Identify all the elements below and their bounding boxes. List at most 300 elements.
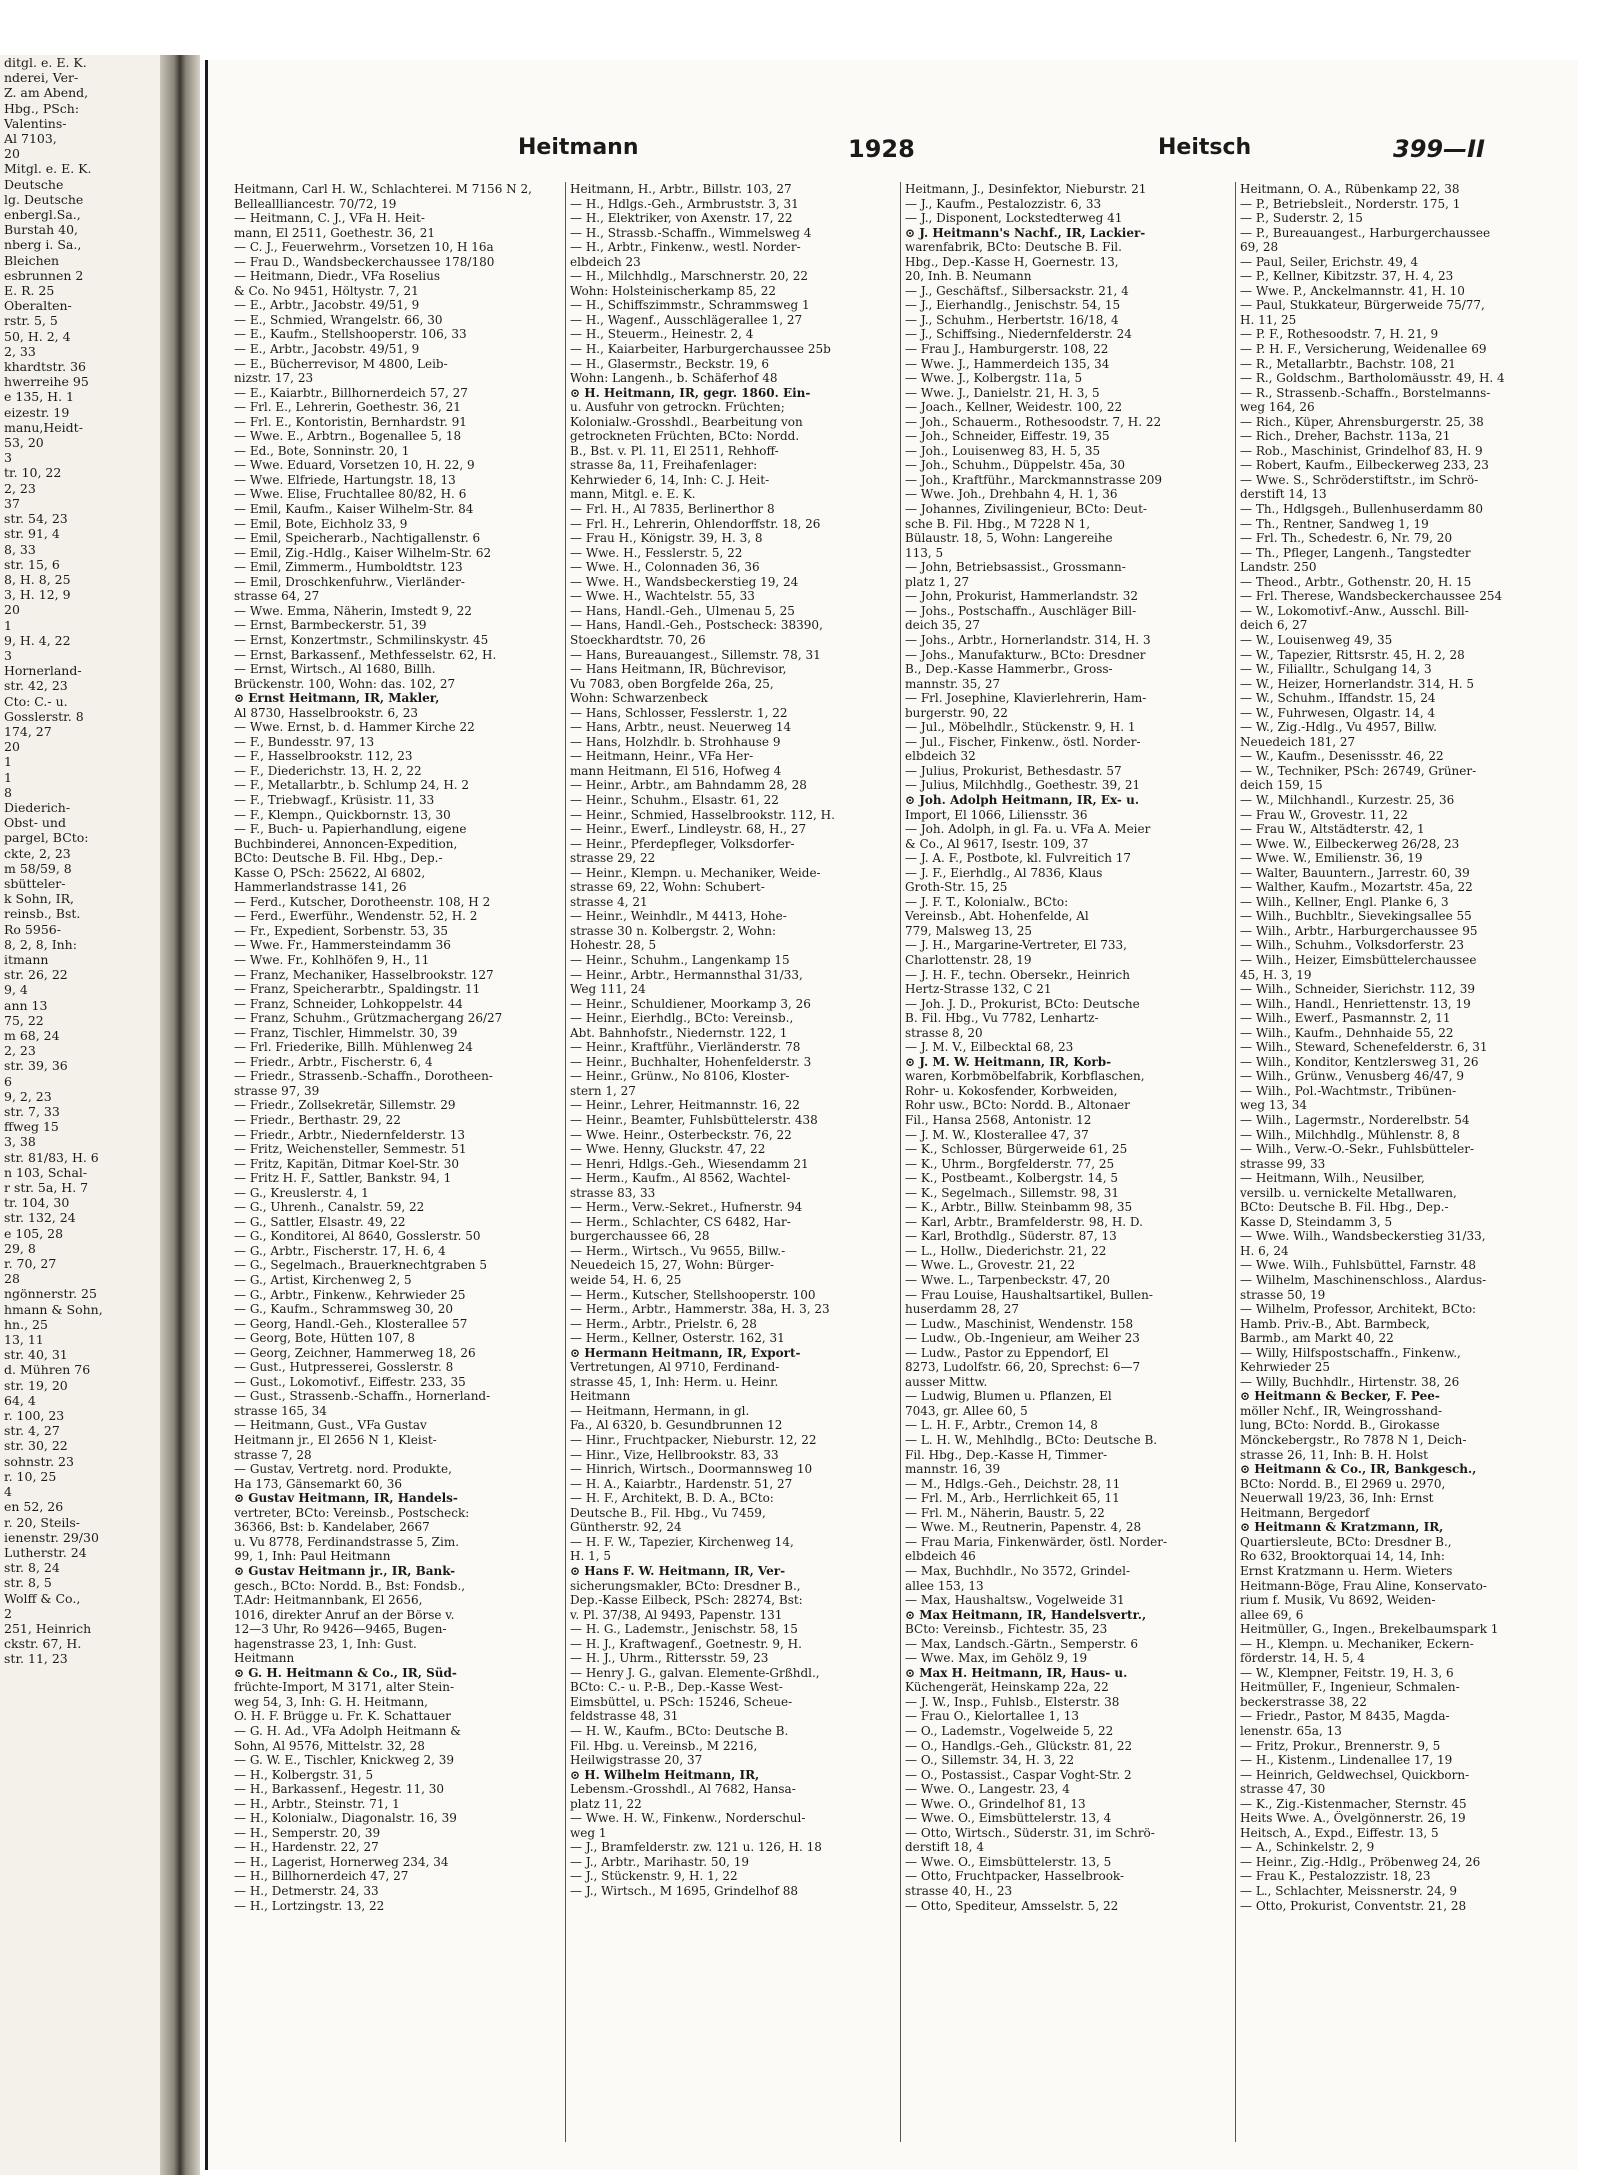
directory-entry-line: — G., Segelmach., Brauerknechtgraben 5	[234, 1258, 487, 1273]
directory-entry-line: — P., Bureauangest., Harburgerchaussee	[1240, 225, 1491, 240]
left-page-line: str. 4, 27	[4, 1423, 60, 1439]
directory-entry-line: weg 54, 3, Inh: G. H. Heitmann,	[234, 1694, 428, 1709]
left-page-line: 1	[4, 769, 12, 785]
directory-entry-line: — G., Sattler, Elsastr. 49, 22	[234, 1214, 406, 1229]
directory-entry-line: — J., Geschäftsf., Silbersackstr. 21, 4	[905, 283, 1129, 298]
directory-entry-line: — Johs., Manufakturw., BCto: Dresdner	[905, 647, 1146, 662]
directory-entry-line: — Heinrich, Geldwechsel, Quickborn-	[1240, 1767, 1470, 1782]
left-page-line: 8, 33	[4, 541, 36, 557]
directory-entry-line: — Ernst, Wirtsch., Al 1680, Billh.	[234, 662, 436, 677]
directory-entry-line: — E., Kaiarbtr., Billhornerdeich 57, 27	[234, 385, 468, 400]
left-page-line: 9, H. 4, 22	[4, 632, 71, 648]
running-head-right: Heitsch	[1158, 135, 1252, 160]
directory-entry-line: möller Nchf., IR, Weingrosshand-	[1240, 1403, 1443, 1418]
directory-entry-line: — Frau W., Grovestr. 11, 22	[1240, 807, 1408, 822]
left-page-line: ngönnerstr. 25	[4, 1286, 97, 1302]
directory-entry-line: — P. F., Rothesoodstr. 7, H. 21, 9	[1240, 327, 1439, 342]
directory-entry-line: getrockneten Früchten, BCto: Nordd.	[570, 429, 800, 444]
left-page-line: sbütteler-	[4, 875, 66, 891]
directory-column-4	[1235, 182, 1558, 2142]
directory-entry-line: — Emil, Speicherarb., Nachtigallenstr. 6	[234, 531, 481, 546]
directory-entry-line: — Frau Louise, Haushaltsartikel, Bullen-	[905, 1287, 1153, 1302]
directory-entry-line: — Heinr., Lehrer, Heitmannstr. 16, 22	[570, 1098, 800, 1113]
left-page-line: str. 7, 33	[4, 1104, 60, 1120]
directory-entry-line: — Herm., Wirtsch., Vu 9655, Billw.-	[570, 1243, 786, 1258]
directory-entry-line: — H. G., Lademstr., Jenischstr. 58, 15	[570, 1622, 798, 1637]
left-page-line: tr. 10, 22	[4, 465, 62, 481]
directory-entry-line: — J. M. V., Eilbecktal 68, 23	[905, 1040, 1074, 1055]
directory-entry-line: — H., Detmerstr. 24, 33	[234, 1883, 379, 1898]
directory-entry-line: — O., Postassist., Caspar Voght-Str. 2	[905, 1767, 1132, 1782]
directory-entry-line: — Heinr., Klempn. u. Mechaniker, Weide-	[570, 865, 821, 880]
book-spine	[160, 55, 200, 2175]
left-page-line: 2, 23	[4, 480, 36, 496]
directory-entry-line: — Heinr., Schuhm., Elsastr. 61, 22	[570, 792, 779, 807]
directory-entry-line: allee 153, 13	[905, 1578, 984, 1593]
directory-entry-line: 8273, Ludolfstr. 66, 20, Sprechst: 6—7	[905, 1360, 1141, 1375]
directory-entry-line: — M., Hdlgs.-Geh., Deichstr. 28, 11	[905, 1476, 1121, 1491]
directory-entry-line: — Wilhelm, Maschinenschloss., Alardus-	[1240, 1273, 1487, 1288]
page-number: 399—II	[1393, 135, 1485, 163]
directory-entry-line: strasse 83, 33	[570, 1185, 656, 1200]
directory-entry-line: — Heinr., Grünw., No 8106, Kloster-	[570, 1069, 790, 1084]
directory-entry-line: — G. W. E., Tischler, Knickweg 2, 39	[234, 1753, 455, 1768]
left-page-line: 174, 27	[4, 723, 52, 739]
directory-entry-line: — H., Strassb.-Schaffn., Wimmelsweg 4	[570, 225, 812, 240]
left-page-line: rstr. 5, 5	[4, 313, 58, 329]
left-page-line: d. Mühren 76	[4, 1362, 91, 1378]
directory-entry-line: — H., Steuerm., Heinestr. 2, 4	[570, 327, 754, 342]
directory-entry-line: — Gust., Strassenb.-Schaffn., Hornerland-	[234, 1389, 491, 1404]
left-page-line: 50, H. 2, 4	[4, 328, 71, 344]
directory-entry-line: — J., Kaufm., Pestalozzistr. 6, 33	[905, 196, 1102, 211]
directory-entry-line: — Joach., Kellner, Weidestr. 100, 22	[905, 400, 1123, 415]
directory-entry-line: — H., Kolbergstr. 31, 5	[234, 1767, 374, 1782]
directory-entry-line: — Wilh., Verw.-O.-Sekr., Fuhlsbütteler-	[1240, 1142, 1475, 1157]
directory-entry-line: — J. W., Insp., Fuhlsb., Elsterstr. 38	[905, 1694, 1120, 1709]
left-page-line: n 103, Schal-	[4, 1164, 88, 1180]
directory-entry-line: 45, H. 3, 19	[1240, 967, 1312, 982]
left-page-line: 8	[4, 784, 12, 800]
directory-entry-line: — Ferd., Ewerführ., Wendenstr. 52, H. 2	[234, 909, 478, 924]
directory-entry-line: — Fritz, Kapitän, Ditmar Koel-Str. 30	[234, 1156, 460, 1171]
directory-entry-line: — Heinr., Eierhdlg., BCto: Vereinsb.,	[570, 1011, 794, 1026]
directory-entry-line: — H. J., Uhrm., Rittersstr. 59, 23	[570, 1651, 769, 1666]
directory-entry-line: — Wilh., Kellner, Engl. Planke 6, 3	[1240, 894, 1449, 909]
left-page-line: r. 100, 23	[4, 1408, 65, 1424]
directory-entry-line: BCto: Nordd. B., El 2969 u. 2970,	[1240, 1476, 1446, 1491]
directory-entry-line: — Emil, Bote, Eichholz 33, 9	[234, 516, 408, 531]
directory-entry-line: Fil. Hbg. u. Vereinsb., M 2216,	[570, 1738, 758, 1753]
directory-entry-line: mann, El 2511, Goethestr. 36, 21	[234, 225, 435, 240]
directory-entry-line: — P. H. F., Versicherung, Weidenallee 69	[1240, 342, 1487, 357]
left-page-line: 29, 8	[4, 1240, 36, 1256]
left-page-line: 64, 4	[4, 1392, 36, 1408]
directory-entry-line: Heitmann, H., Arbtr., Billstr. 103, 27	[570, 182, 792, 196]
directory-entry-line: Heitmann, Bergedorf	[1240, 1505, 1370, 1520]
directory-entry-line: — Joh. J. D., Prokurist, BCto: Deutsche	[905, 996, 1140, 1011]
directory-entry-line: Mönckebergstr., Ro 7878 N 1, Deich-	[1240, 1433, 1467, 1448]
left-page-line: Lutherstr. 24	[4, 1544, 87, 1560]
directory-entry-line: — Fr., Expedient, Sorbenstr. 53, 35	[234, 923, 449, 938]
directory-entry-line: — Johs., Postschaffn., Auschläger Bill-	[905, 603, 1137, 618]
left-page-line: 28	[4, 1271, 20, 1287]
directory-entry-line: u. Ausfuhr von getrockn. Früchten;	[570, 400, 785, 415]
directory-entry-line: ⊙ Max Heitmann, IR, Handelsvertr.,	[905, 1607, 1147, 1622]
directory-entry-line: deich 6, 27	[1240, 618, 1308, 633]
directory-entry-line: — Karl, Arbtr., Bramfelderstr. 98, H. D.	[905, 1214, 1143, 1229]
directory-entry-line: H. 6, 24	[1240, 1243, 1289, 1258]
left-page-line: str. 132, 24	[4, 1210, 76, 1226]
directory-entry-line: 20, Inh. B. Neumann	[905, 269, 1032, 284]
directory-entry-line: — G., Arbtr., Finkenw., Kehrwieder 25	[234, 1287, 466, 1302]
directory-entry-line: — Wwe. H., Colonnaden 36, 36	[570, 560, 760, 575]
directory-entry-line: Kehrwieder 6, 14, Inh: C. J. Heit-	[570, 472, 770, 487]
left-page-line: 3	[4, 647, 12, 663]
left-page-line: ffweg 15	[4, 1119, 59, 1135]
directory-entry-line: Küchengerät, Heinskamp 22a, 22	[905, 1680, 1109, 1695]
left-page-line: ienenstr. 29/30	[4, 1529, 99, 1545]
directory-entry-line: — Ernst, Barkassenf., Methfesselstr. 62, H.	[234, 647, 497, 662]
directory-entry-line: — Wwe. Fr., Kohlhöfen 9, H., 11	[234, 952, 430, 967]
directory-entry-line: — W., Zig.-Hdlg., Vu 4957, Billw.	[1240, 720, 1437, 735]
directory-entry-line: — Heitmann, C. J., VFa H. Heit-	[234, 211, 425, 226]
directory-entry-line: Hamb. Priv.-B., Abt. Barmbeck,	[1240, 1316, 1430, 1331]
directory-entry-line: — J., Schuhm., Herbertstr. 16/18, 4	[905, 312, 1119, 327]
directory-entry-line: — Wwe. H., Fesslerstr. 5, 22	[570, 545, 743, 560]
directory-entry-line: — H., Kolonialw., Diagonalstr. 16, 39	[234, 1811, 457, 1826]
left-page-line: khardtstr. 36	[4, 359, 86, 375]
left-page-line: str. 40, 31	[4, 1347, 68, 1363]
directory-entry-line: Wohn: Schwarzenbeck	[570, 691, 708, 706]
directory-entry-line: strasse 7, 28	[234, 1447, 312, 1462]
directory-entry-line: — Robert, Kaufm., Eilbeckerweg 233, 23	[1240, 458, 1489, 473]
directory-entry-line: — Wwe. P., Anckelmannstr. 41, H. 10	[1240, 283, 1465, 298]
directory-entry-line: — Frl. H., Al 7835, Berlinerthor 8	[570, 502, 775, 517]
directory-entry-line: — Wilh., Schneider, Sierichstr. 112, 39	[1240, 982, 1475, 997]
directory-entry-line: — Wwe. E., Arbtrn., Bogenallee 5, 18	[234, 429, 462, 444]
directory-entry-line: — Wilh., Steward, Schenefelderstr. 6, 31	[1240, 1040, 1488, 1055]
directory-entry-line: — P., Kellner, Kibitzstr. 37, H. 4, 23	[1240, 269, 1454, 284]
directory-entry-line: vertreter, BCto: Vereinsb., Postscheck:	[234, 1505, 470, 1520]
directory-entry-line: — J. A. F., Postbote, kl. Fulvreitich 17	[905, 851, 1132, 866]
directory-entry-line: Dep.-Kasse Eilbeck, PSch: 28274, Bst:	[570, 1593, 803, 1608]
left-page-line: m 68, 24	[4, 1028, 60, 1043]
directory-entry-line: früchte-Import, M 3171, alter Stein-	[234, 1680, 455, 1695]
left-page-line: Hbg., PSch:	[4, 100, 80, 116]
directory-entry-line: — F., Buch- u. Papierhandlung, eigene	[234, 822, 467, 837]
directory-entry-line: Buchbinderei, Annoncen-Expedition,	[234, 836, 458, 851]
directory-entry-line: Groth-Str. 15, 25	[905, 880, 1008, 895]
directory-entry-line: elbdeich 46	[905, 1549, 976, 1564]
directory-entry-line: strasse 99, 33	[1240, 1156, 1326, 1171]
directory-entry-line: — Frau W., Altstädterstr. 42, 1	[1240, 822, 1425, 837]
left-page-line: nderei, Ver-	[4, 70, 79, 86]
directory-entry-line: — Ernst, Barmbeckerstr. 51, 39	[234, 618, 427, 633]
directory-entry-line: — W., Klempner, Feitstr. 19, H. 3, 6	[1240, 1665, 1454, 1680]
directory-entry-line: ⊙ H. Heitmann, IR, gegr. 1860. Ein-	[570, 385, 811, 400]
directory-entry-line: Rohr usw., BCto: Nordd. B., Altonaer	[905, 1098, 1130, 1113]
directory-entry-line: — Frau O., Kielortallee 1, 13	[905, 1709, 1080, 1724]
directory-entry-line: Fa., Al 6320, b. Gesundbrunnen 12	[570, 1418, 783, 1433]
directory-entry-line: — E., Schmied, Wrangelstr. 66, 30	[234, 312, 443, 327]
directory-entry-line: — Wwe. O., Langestr. 23, 4	[905, 1782, 1070, 1797]
directory-entry-line: Ha 173, Gänsemarkt 60, 36	[234, 1476, 403, 1491]
left-page-line: Al 7103,	[4, 131, 57, 147]
directory-entry-line: Heitmüller, F., Ingenieur, Schmalen-	[1240, 1680, 1460, 1695]
directory-entry-line: ⊙ Heitmann & Co., IR, Bankgesch.,	[1240, 1462, 1477, 1477]
directory-entry-line: — R., Metallarbtr., Bachstr. 108, 21	[1240, 356, 1456, 371]
directory-entry-line: — W., Heizer, Hornerlandstr. 314, H. 5	[1240, 676, 1475, 691]
directory-entry-line: — Frl. M., Arb., Herrlichkeit 65, 11	[905, 1491, 1120, 1506]
directory-entry-line: — G. H. Ad., VFa Adolph Heitmann &	[234, 1723, 461, 1738]
directory-entry-line: — H., Billhornerdeich 47, 27	[234, 1869, 409, 1884]
directory-entry-line: — Otto, Fruchtpacker, Hasselbrook-	[905, 1869, 1125, 1884]
directory-entry-line: — H., Lortzingstr. 13, 22	[234, 1898, 385, 1913]
directory-entry-line: — J., Eierhandlg., Jenischstr. 54, 15	[905, 298, 1121, 313]
left-page-line: str. 91, 4	[4, 526, 60, 542]
directory-entry-line: — Henry J. G., galvan. Elemente-Grßhdl.,	[570, 1665, 820, 1680]
left-page-line: Valentins-	[4, 115, 67, 131]
directory-entry-line: Deutsche B., Fil. Hbg., Vu 7459,	[570, 1505, 766, 1520]
left-page-line: str. 8, 24	[4, 1560, 60, 1576]
directory-entry-line: — Ludwig, Blumen u. Pflanzen, El	[905, 1389, 1112, 1404]
directory-entry-line: ⊙ H. Wilhelm Heitmann, IR,	[570, 1767, 760, 1782]
directory-entry-line: — Wwe. J., Kolbergstr. 11a, 5	[905, 371, 1083, 386]
directory-entry-line: — Frau D., Wandsbeckerchaussee 178/180	[234, 254, 495, 269]
left-page-line: r. 70, 27	[4, 1256, 57, 1272]
directory-entry-line: — Heinr., Arbtr., Hermannsthal 31/33,	[570, 967, 803, 982]
directory-entry-line: — Fritz, Prokur., Brennerstr. 9, 5	[1240, 1738, 1441, 1753]
directory-entry-line: — Friedr., Arbtr., Fischerstr. 6, 4	[234, 1054, 433, 1069]
directory-entry-line: — Fritz, Weichensteller, Semmestr. 51	[234, 1142, 467, 1157]
directory-entry-line: — Heinr., Weinhdlr., M 4413, Hohe-	[570, 909, 787, 924]
directory-entry-line: — Hans, Handl.-Geh., Postscheck: 38390,	[570, 618, 823, 633]
directory-entry-line: — L., Hollw., Diederichstr. 21, 22	[905, 1243, 1107, 1258]
directory-entry-line: elbdeich 32	[905, 749, 976, 764]
left-page-line: 2	[4, 1605, 12, 1621]
directory-entry-line: — C. J., Feuerwehrm., Vorsetzen 10, H 16a	[234, 240, 494, 255]
left-page-line: Deutsche	[4, 176, 64, 192]
left-page-line: Hornerland-	[4, 663, 82, 679]
directory-entry-line: — Emil, Zig.-Hdlg., Kaiser Wilhelm-Str. 62	[234, 545, 492, 560]
directory-entry-line: elbdeich 23	[570, 254, 641, 269]
directory-entry-line: — Wwe. J., Hammerdeich 135, 34	[905, 356, 1110, 371]
left-page-line: m 58/59, 8	[4, 860, 72, 876]
directory-entry-line: — H., Kaiarbeiter, Harburgerchaussee 25b	[570, 342, 831, 357]
directory-column-2	[565, 182, 888, 2142]
directory-entry-line: Abt. Bahnhofstr., Niedernstr. 122, 1	[570, 1025, 788, 1040]
directory-entry-line: Hammerlandstrasse 141, 26	[234, 880, 407, 895]
left-page-line: enbergl.Sa.,	[4, 207, 81, 223]
directory-entry-line: — Heinr., Schuldiener, Moorkamp 3, 26	[570, 996, 811, 1011]
left-page-line: hn., 25	[4, 1316, 48, 1332]
left-page-line: 20	[4, 602, 20, 618]
directory-entry-line: — Hinr., Fruchtpacker, Nieburstr. 12, 22	[570, 1433, 817, 1448]
directory-entry-line: — E., Bücherrevisor, M 4800, Leib-	[234, 356, 448, 371]
directory-entry-line: — Wwe. L., Tarpenbeckstr. 47, 20	[905, 1273, 1111, 1288]
directory-entry-line: Neuerwall 19/23, 36, Inh: Ernst	[1240, 1491, 1434, 1506]
directory-entry-line: warenfabrik, BCto: Deutsche B. Fil.	[905, 240, 1122, 255]
directory-entry-line: — Emil, Kaufm., Kaiser Wilhelm-Str. 84	[234, 502, 474, 517]
directory-entry-line: 69, 28	[1240, 240, 1279, 255]
directory-entry-line: — H., Semperstr. 20, 39	[234, 1825, 381, 1840]
directory-entry-line: — Heinr., Schmied, Hasselbrookstr. 112, H.	[570, 807, 835, 822]
directory-entry-line: Kehrwieder 25	[1240, 1360, 1331, 1375]
directory-entry-line: — Joh. Adolph, in gl. Fa. u. VFa A. Meier	[905, 822, 1151, 837]
directory-entry-line: — Henri, Hdlgs.-Geh., Wiesendamm 21	[570, 1156, 809, 1171]
directory-entry-line: — Wwe. Ernst, b. d. Hammer Kirche 22	[234, 720, 475, 735]
directory-entry-line: Heits Wwe. A., Övelgönnerstr. 26, 19	[1240, 1811, 1466, 1826]
directory-entry-line: — Rich., Küper, Ahrensburgerstr. 25, 38	[1240, 414, 1484, 429]
directory-entry-line: — Wilh., Konditor, Kentzlersweg 31, 26	[1240, 1054, 1479, 1069]
left-page-line: en 52, 26	[4, 1499, 64, 1515]
directory-entry-line: — H., Kistenm., Lindenallee 17, 19	[1240, 1753, 1453, 1768]
directory-entry-line: — Franz, Schuhm., Grützmachergang 26/27	[234, 1011, 503, 1026]
directory-entry-line: Heitmann, O. A., Rübenkamp 22, 38	[1240, 182, 1460, 196]
directory-entry-line: Neuedeich 15, 27, Wohn: Bürger-	[570, 1258, 775, 1273]
directory-entry-line: — O., Handlgs.-Geh., Glückstr. 81, 22	[905, 1738, 1133, 1753]
directory-entry-line: — Frl. H., Lehrerin, Ohlendorffstr. 18, 26	[570, 516, 821, 531]
directory-entry-line: — Emil, Droschkenfuhrw., Vierländer-	[234, 574, 465, 589]
directory-entry-line: — Jul., Fischer, Finkenw., östl. Norder-	[905, 734, 1141, 749]
directory-entry-line: — Ernst, Konzertmstr., Schmilinskystr. 45	[234, 632, 489, 647]
directory-entry-line: burgerchaussee 66, 28	[570, 1229, 710, 1244]
directory-entry-line: — H. A., Kaiarbtr., Hardenstr. 51, 27	[570, 1476, 793, 1491]
directory-entry-line: — Wwe. W., Emilienstr. 36, 19	[1240, 851, 1423, 866]
directory-entry-line: Weg 111, 24	[570, 982, 646, 997]
directory-entry-line: — H., Klempn. u. Mechaniker, Eckern-	[1240, 1636, 1474, 1651]
directory-entry-line: — Wwe. Max, im Gehölz 9, 19	[905, 1651, 1088, 1666]
directory-entry-line: Wohn: Langenh., b. Schäferhof 48	[570, 371, 778, 386]
left-page-line: Ro 5956-	[4, 921, 61, 937]
directory-entry-line: — Wilh., Heizer, Eimsbüttelerchaussee	[1240, 952, 1477, 967]
left-page-line: lg. Deutsche	[4, 191, 84, 207]
directory-entry-line: strasse 45, 1, Inh: Herm. u. Heinr.	[570, 1374, 779, 1389]
directory-entry-line: — Heitmann, Hermann, in gl.	[570, 1403, 750, 1418]
left-page-line: r. 10, 25	[4, 1468, 57, 1484]
directory-entry-line: strasse 97, 39	[234, 1083, 320, 1098]
left-page-line: esbrunnen 2	[4, 267, 84, 283]
left-page-line: r. 20, Steils-	[4, 1514, 81, 1530]
directory-entry-line: — Heinr., Kraftführ., Vierländerstr. 78	[570, 1040, 801, 1055]
directory-column-3	[900, 182, 1223, 2142]
directory-entry-line: — H., Milchhdlg., Marschnerstr. 20, 22	[570, 269, 809, 284]
directory-entry-line: B., Dep.-Kasse Hammerbr., Gross-	[905, 662, 1113, 677]
directory-entry-line: — Walter, Bauuntern., Jarrestr. 60, 39	[1240, 865, 1470, 880]
directory-entry-line: — R., Goldschm., Bartholomäusstr. 49, H. 4	[1240, 371, 1505, 386]
directory-page	[205, 60, 1578, 2170]
directory-entry-line: — Wwe. O., Eimsbüttelerstr. 13, 4	[905, 1811, 1112, 1826]
directory-entry-line: strasse 47, 30	[1240, 1782, 1326, 1797]
directory-entry-line: strasse 40, H., 23	[905, 1883, 1013, 1898]
directory-entry-line: — Gust., Hutpresserei, Gosslerstr. 8	[234, 1360, 454, 1375]
directory-entry-line: mannstr. 35, 27	[905, 676, 1001, 691]
left-page-line: Burstah 40,	[4, 222, 79, 238]
directory-entry-line: — H., Arbtr., Finkenw., westl. Norder-	[570, 240, 801, 255]
directory-entry-line: — Willy, Hilfspostschaffn., Finkenw.,	[1240, 1345, 1461, 1360]
left-page-line: Mitgl. e. E. K.	[4, 161, 92, 177]
directory-entry-line: ⊙ Hans F. W. Heitmann, IR, Ver-	[570, 1563, 786, 1578]
left-page-line: 20	[4, 739, 20, 755]
directory-entry-line: ⊙ Heitmann & Kratzmann, IR,	[1240, 1520, 1444, 1535]
directory-entry-line: — Frl. E., Lehrerin, Goethestr. 36, 21	[234, 400, 461, 415]
directory-entry-line: — Rich., Dreher, Bachstr. 113a, 21	[1240, 429, 1451, 444]
directory-entry-line: derstift 14, 13	[1240, 487, 1327, 502]
directory-entry-line: — Joh., Schuhm., Düppelstr. 45a, 30	[905, 458, 1125, 473]
directory-entry-line: — Frau H., Königstr. 39, H. 3, 8	[570, 531, 763, 546]
directory-entry-line: — F., Triebwagf., Krüsistr. 11, 33	[234, 792, 435, 807]
directory-entry-line: — G., Artist, Kirchenweg 2, 5	[234, 1273, 412, 1288]
directory-entry-line: ⊙ Ernst Heitmann, IR, Makler,	[234, 691, 440, 706]
directory-entry-line: — Th., Rentner, Sandweg 1, 19	[1240, 516, 1429, 531]
directory-entry-line: — Herm., Kaufm., Al 8562, Wachtel-	[570, 1171, 791, 1186]
left-page-line: str. 81/83, H. 6	[4, 1149, 99, 1165]
directory-entry-line: Heitmann	[570, 1389, 631, 1404]
directory-entry-line: rium f. Musik, Vu 8692, Weiden-	[1240, 1593, 1436, 1608]
directory-entry-line: — E., Arbtr., Jacobstr. 49/51, 9	[234, 298, 420, 313]
left-page-line: 9, 2, 23	[4, 1088, 52, 1104]
directory-entry-line: — J., Bramfelderstr. zw. 121 u. 126, H. 18	[570, 1840, 822, 1855]
left-page-line: 1	[4, 754, 12, 770]
directory-entry-line: Kasse O, PSch: 25622, Al 6802,	[234, 865, 426, 880]
directory-entry-line: — K., Uhrm., Borgfelderstr. 77, 25	[905, 1156, 1115, 1171]
left-page-line: str. 19, 20	[4, 1377, 68, 1393]
left-page-line: str. 26, 22	[4, 967, 68, 983]
directory-entry-line: ⊙ Hermann Heitmann, IR, Export-	[570, 1345, 801, 1360]
left-page-line: 1	[4, 617, 12, 633]
directory-entry-line: stern 1, 27	[570, 1083, 636, 1098]
left-page-line: ckstr. 67, H.	[4, 1636, 82, 1652]
directory-entry-line: — J., Disponent, Lockstedterweg 41	[905, 211, 1123, 226]
left-page-line: 3, H. 12, 9	[4, 587, 71, 603]
directory-entry-line: B. Fil. Hbg., Vu 7782, Lenhartz-	[905, 1011, 1099, 1026]
directory-entry-line: — John, Prokurist, Hammerlandstr. 32	[905, 589, 1139, 604]
directory-entry-line: — Hans, Arbtr., neust. Neuerweg 14	[570, 720, 792, 735]
directory-entry-line: — Ferd., Kutscher, Dorotheenstr. 108, H 2	[234, 894, 491, 909]
directory-entry-line: — Willy, Buchhdlr., Hirtenstr. 38, 26	[1240, 1374, 1460, 1389]
left-page-line: itmann	[4, 951, 49, 967]
directory-entry-line: allee 69, 6	[1240, 1607, 1304, 1622]
directory-entry-line: — Heinr., Pferdepfleger, Volksdorfer-	[570, 836, 795, 851]
left-page-line: 251, Heinrich	[4, 1620, 92, 1636]
directory-entry-line: — Wwe. H., Wandsbeckerstieg 19, 24	[570, 574, 799, 589]
directory-entry-line: Landstr. 250	[1240, 560, 1317, 575]
directory-entry-line: BCto: C.- u. P.-B., Dep.-Kasse West-	[570, 1680, 783, 1695]
directory-entry-line: Neuedeich 181, 27	[1240, 734, 1356, 749]
directory-entry-line: Vereinsb., Abt. Hohenfelde, Al	[905, 909, 1089, 924]
directory-entry-line: weg 164, 26	[1240, 400, 1315, 415]
left-page-line: ckte, 2, 23	[4, 845, 71, 861]
directory-entry-line: — J. F., Eierhdlg., Al 7836, Klaus	[905, 865, 1103, 880]
directory-entry-line: Bülaustr. 18, 5, Wohn: Langereihe	[905, 531, 1113, 546]
left-page-line: E. R. 25	[4, 283, 55, 299]
running-head-year: 1928	[848, 135, 915, 163]
directory-entry-line: sche B. Fil. Hbg., M 7228 N 1,	[905, 516, 1091, 531]
directory-entry-line: Stoeckhardtstr. 70, 26	[570, 632, 706, 647]
directory-entry-line: mann, Mitgl. e. E. K.	[570, 487, 696, 502]
directory-entry-line: — Paul, Seiler, Erichstr. 49, 4	[1240, 254, 1419, 269]
directory-entry-line: — H., Barkassenf., Hegestr. 11, 30	[234, 1782, 445, 1797]
directory-entry-line: — H. W., Kaufm., BCto: Deutsche B.	[570, 1723, 789, 1738]
directory-entry-line: — Friedr., Arbtr., Niedernfelderstr. 13	[234, 1127, 466, 1142]
directory-entry-line: — Wwe. O., Grindelhof 81, 13	[905, 1796, 1086, 1811]
directory-entry-line: Belleallliancestr. 70/72, 19	[234, 196, 397, 211]
left-page-line: manu,Heidt-	[4, 419, 83, 435]
left-page-line: Obst- und	[4, 815, 66, 831]
directory-entry-line: — Heitmann, Diedr., VFa Roselius	[234, 269, 440, 284]
directory-entry-line: Heilwigstrasse 20, 37	[570, 1753, 703, 1768]
